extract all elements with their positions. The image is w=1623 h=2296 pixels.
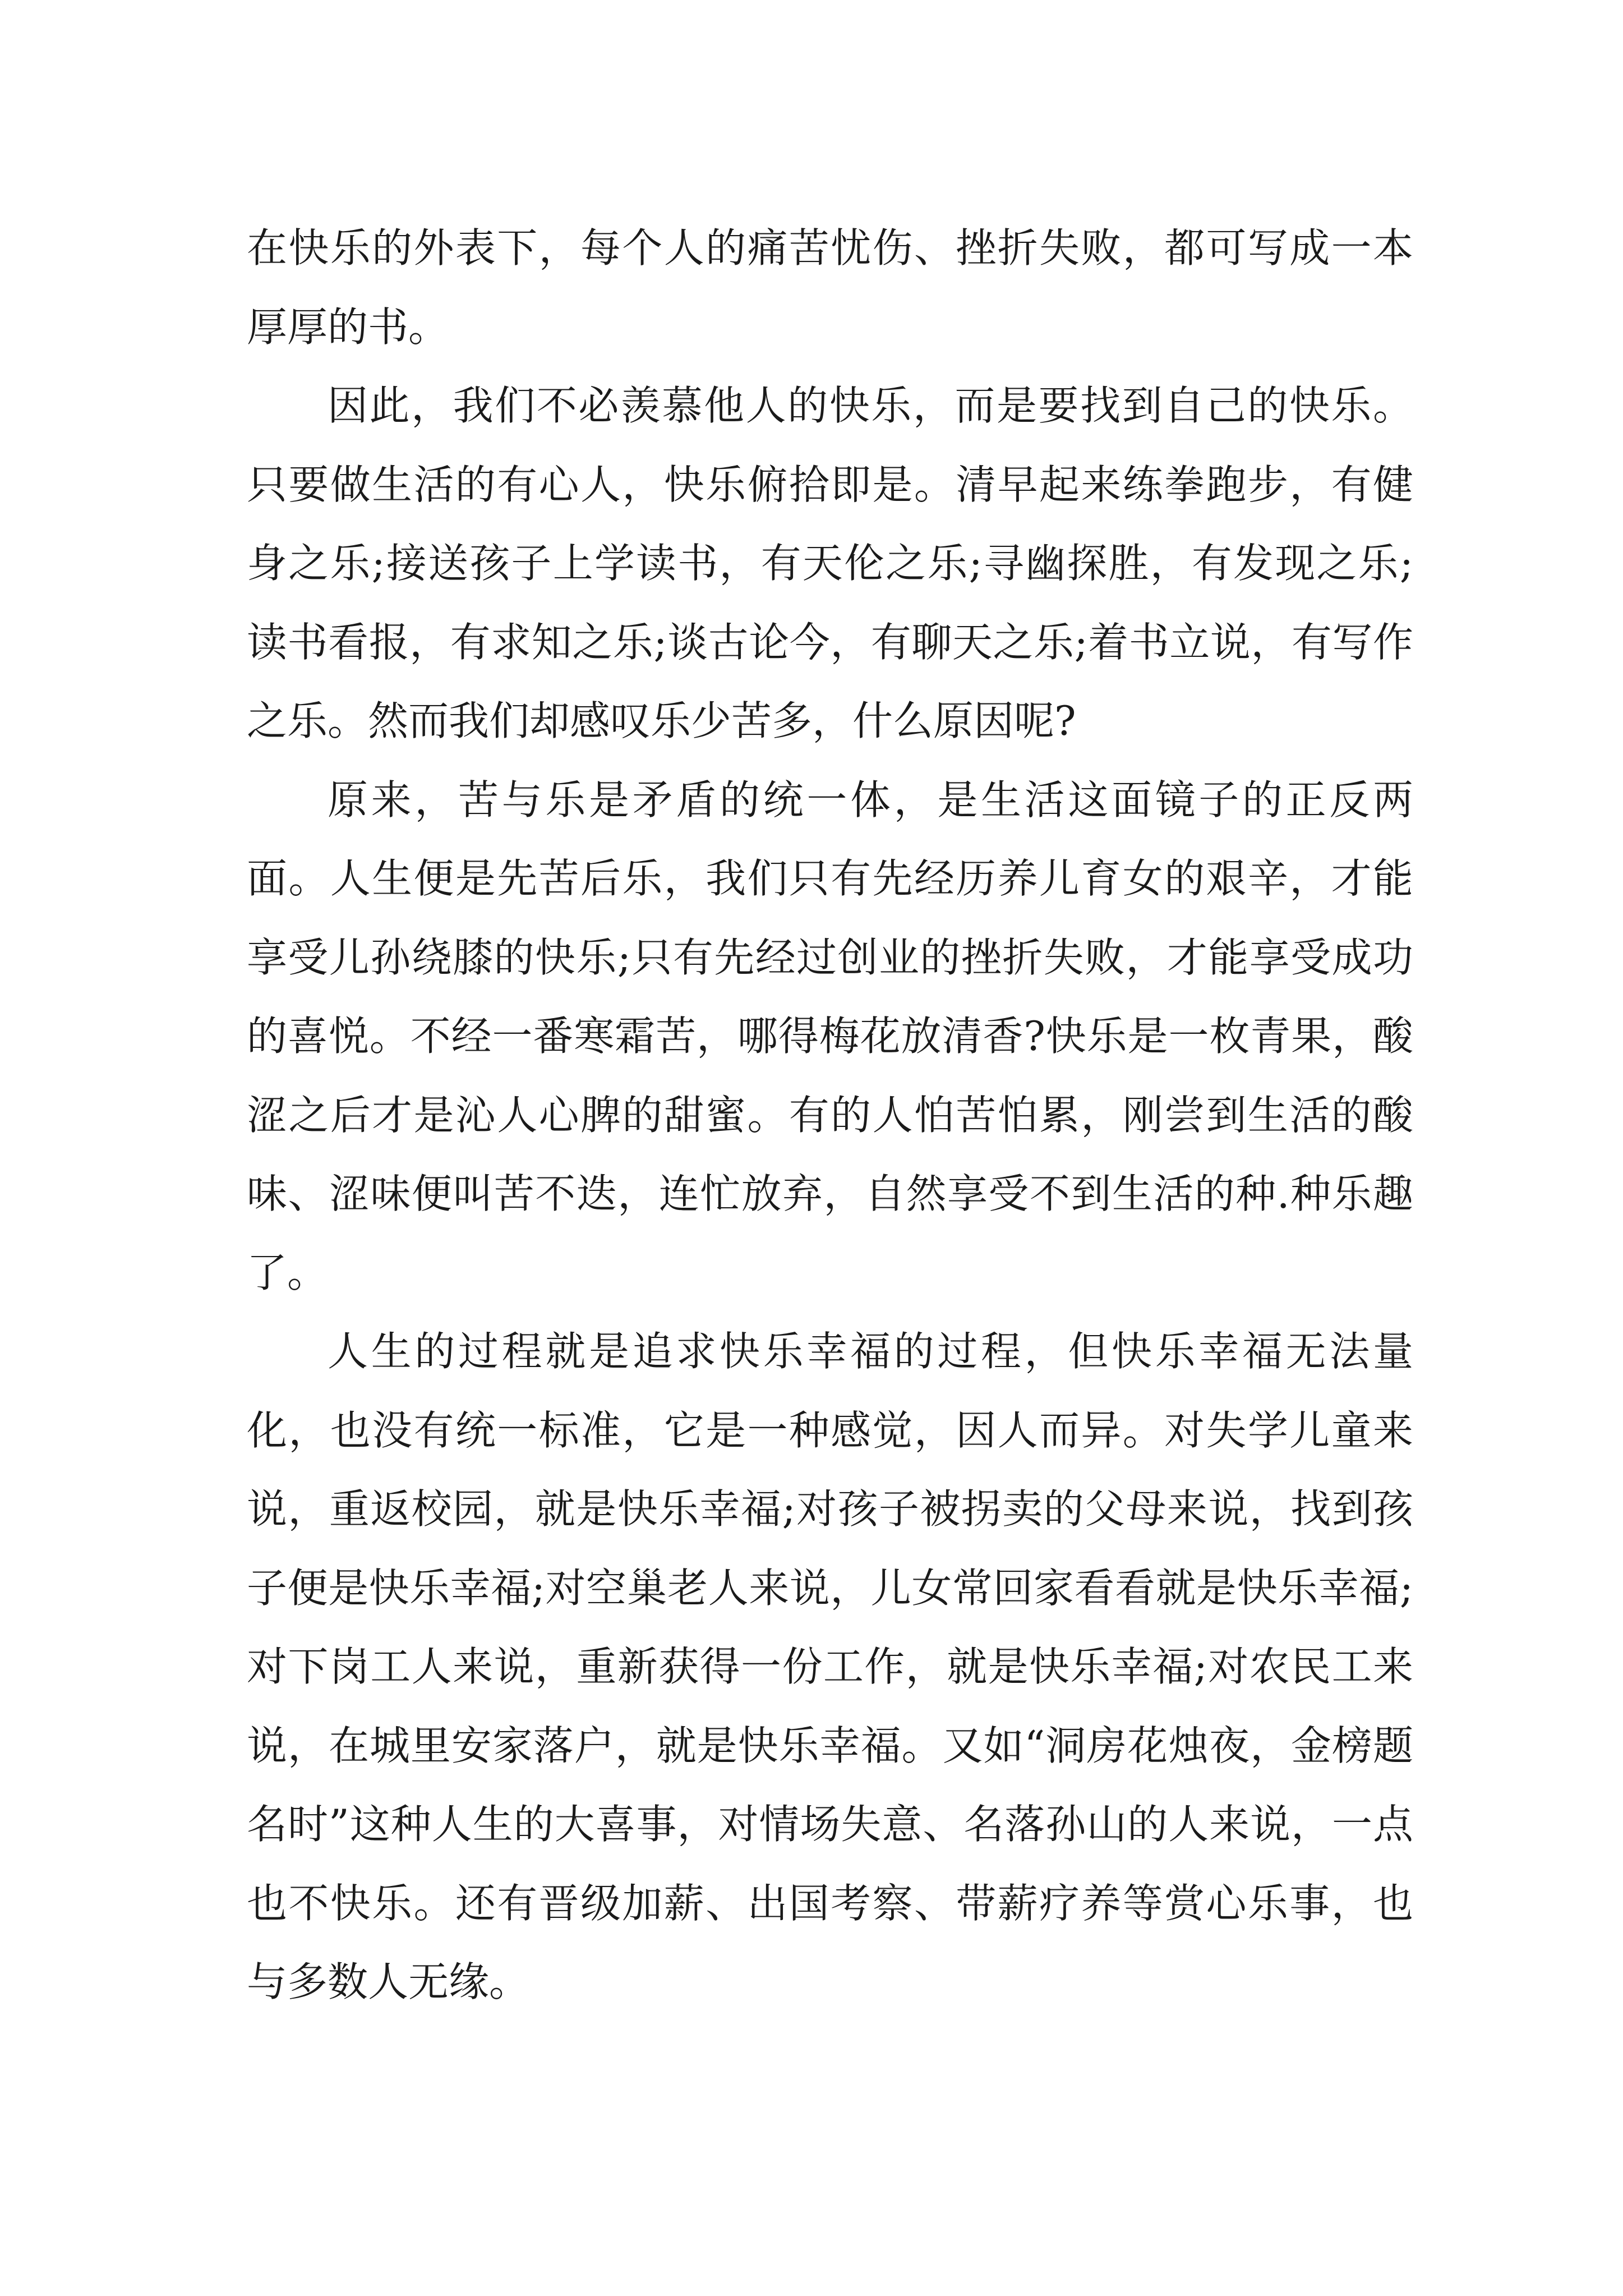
- body-text: [247, 209, 1413, 2022]
- paragraph-3: 原来，苦与乐是矛盾的统一体，是生活这面镜子的正反两面。人生便是先苦后乐，我们只有先经历养儿育女的艰辛，才能享受儿孙绕膝的快乐;只有先经过创业的挫折失败，才能享受成功的喜悦。不经一番寒霜苦，哪得梅花放清香?快乐是一枚青果，酸涩之后才是沁人心脾的甜蜜。有的人怕苦怕累，刚尝到生活的酸味、涩味便叫苦不迭，连忙放弃，自然享受不到生活的种.种乐趣了。: [247, 776, 1413, 1296]
- paragraph-1: 在快乐的外表下，每个人的痛苦忧伤、挫折失败，都可写成一本厚厚的书。: [247, 224, 1413, 351]
- paragraph-2: 因此，我们不必羡慕他人的快乐，而是要找到自己的快乐。只要做生活的有心人，快乐俯拾即是。清早起来练拳跑步，有健身之乐;接送孩子上学读书，有天伦之乐;寻幽探胜，有发现之乐;读书看报，有求知之乐;谈古论今，有聊天之乐;着书立说，有写作之乐。然而我们却感叹乐少苦多，什么原因呢?: [247, 382, 1413, 744]
- paragraph-4: 人生的过程就是追求快乐幸福的过程，但快乐幸福无法量化，也没有统一标准，它是一种感觉，因人而异。对失学儿童来说，重返校园，就是快乐幸福;对孩子被拐卖的父母来说，找到孩子便是快乐幸福;对空巢老人来说，儿女常回家看看就是快乐幸福;对下岗工人来说，重新获得一份工作，就是快乐幸福;对农民工来说，在城里安家落户，就是快乐幸福。又如“洞房花烛夜，金榜题名时”这种人生的大喜事，对情场失意、名落孙山的人来说，一点也不快乐。还有晋级加薪、出国考察、带薪疗养等赏心乐事，也与多数人无缘。: [247, 1328, 1413, 2005]
